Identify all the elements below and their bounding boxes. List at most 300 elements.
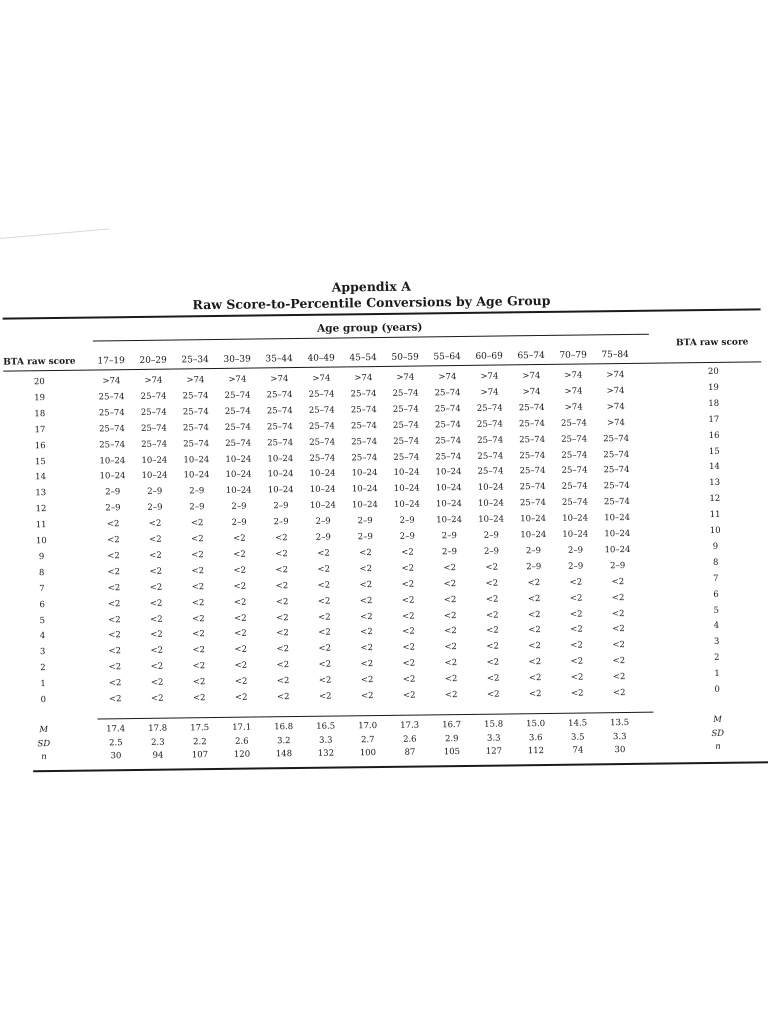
percentile-cell: <2: [612, 688, 626, 699]
percentile-cell: <2: [190, 518, 204, 529]
percentile-cell: <2: [192, 661, 206, 672]
percentile-cell: <2: [149, 614, 163, 625]
percentile-cell: 25–74: [519, 434, 546, 445]
percentile-cell: 25–74: [434, 403, 461, 415]
percentile-cell: >74: [354, 373, 373, 384]
percentile-cell: >74: [480, 371, 499, 382]
percentile-cell: <2: [149, 598, 163, 609]
percentile-cell: <2: [317, 548, 330, 559]
percentile-cell: <2: [108, 662, 122, 673]
percentile-cell: >74: [396, 372, 415, 383]
raw-score-label-right: 18: [708, 398, 720, 409]
percentile-cell: <2: [276, 676, 290, 687]
raw-score-label-right: 14: [709, 462, 720, 473]
percentile-cell: <2: [486, 689, 500, 700]
summary-stat-cell: 15.0: [526, 718, 546, 730]
percentile-cell: 25–74: [434, 419, 461, 431]
percentile-cell: 25–74: [182, 422, 209, 434]
percentile-cell: <2: [402, 626, 415, 638]
percentile-cell: 25–74: [560, 418, 587, 429]
summary-stat-cell: 3.3: [318, 735, 333, 746]
percentile-cell: <2: [486, 641, 500, 653]
percentile-cell: 25–74: [477, 466, 504, 478]
percentile-cell: 25–74: [98, 407, 125, 419]
raw-score-label-right: 6: [713, 589, 719, 600]
percentile-cell: <2: [612, 640, 625, 651]
raw-score-label: 19: [34, 392, 46, 404]
age-group-column-header: 20–29: [139, 355, 167, 366]
percentile-cell: 10–24: [225, 485, 252, 497]
summary-stat-cell: 74: [572, 745, 584, 756]
percentile-cell: <2: [359, 595, 373, 606]
age-group-column-header: 17–19: [97, 356, 125, 367]
summary-stat-cell: 17.0: [358, 721, 378, 732]
percentile-cell: <2: [192, 677, 206, 688]
percentile-cell: <2: [148, 518, 162, 529]
percentile-cell: <2: [612, 624, 625, 635]
percentile-cell: <2: [234, 660, 248, 671]
percentile-cell: <2: [360, 675, 374, 686]
raw-score-label-right: 5: [713, 605, 720, 616]
percentile-cell: 25–74: [392, 388, 419, 399]
percentile-cell: 25–74: [477, 450, 504, 462]
percentile-cell: 25–74: [266, 405, 293, 417]
percentile-cell: <2: [149, 534, 162, 545]
percentile-cell: 25–74: [603, 449, 630, 460]
summary-stat-cell: 3.5: [570, 732, 585, 743]
percentile-cell: 25–74: [140, 391, 167, 402]
percentile-cell: >74: [312, 373, 331, 384]
percentile-cell: 25–74: [392, 420, 419, 431]
percentile-cell: 25–74: [140, 407, 167, 418]
percentile-cell: 25–74: [308, 389, 335, 400]
percentile-cell: <2: [275, 596, 289, 607]
percentile-cell: <2: [107, 614, 121, 625]
percentile-cell: 10–24: [183, 470, 210, 481]
summary-stat-cell: 17.1: [232, 722, 252, 733]
raw-score-label-right: 8: [712, 557, 719, 568]
percentile-cell: <2: [107, 535, 120, 546]
summary-stat-cell: 100: [359, 748, 377, 759]
age-group-column-header: 60–69: [475, 351, 503, 362]
percentile-cell: <2: [106, 519, 120, 530]
percentile-cell: 2–9: [441, 546, 458, 558]
percentile-cell: 10–24: [435, 467, 462, 478]
percentile-cell: 2–9: [357, 516, 373, 527]
percentile-cell: <2: [528, 641, 542, 652]
percentile-cell: 25–74: [266, 389, 293, 401]
percentile-cell: 10–24: [309, 468, 336, 480]
percentile-cell: 25–74: [603, 481, 630, 492]
percentile-cell: <2: [192, 693, 206, 704]
percentile-cell: <2: [360, 627, 373, 638]
percentile-cell: 2–9: [189, 486, 205, 497]
percentile-cell: 2–9: [399, 515, 415, 526]
percentile-cell: <2: [234, 692, 248, 703]
summary-stat-label: SD: [37, 738, 51, 749]
percentile-cell: 25–74: [476, 419, 503, 430]
raw-score-label: 5: [39, 615, 46, 626]
percentile-cell: 10–24: [435, 499, 462, 510]
percentile-cell: 25–74: [476, 403, 503, 414]
percentile-cell: <2: [611, 592, 625, 603]
percentile-cell: 25–74: [350, 404, 377, 416]
percentile-cell: <2: [486, 657, 500, 668]
percentile-cell: <2: [569, 593, 583, 604]
percentile-cell: 10–24: [520, 529, 547, 541]
percentile-cell: 25–74: [393, 436, 420, 447]
percentile-cell: <2: [444, 642, 458, 653]
percentile-cell: <2: [485, 594, 499, 605]
table-title: Raw Score-to-Percentile Conversions by Age Group: [192, 292, 551, 313]
percentile-cell: <2: [233, 613, 247, 624]
percentile-cell: <2: [570, 624, 583, 636]
percentile-cell: 25–74: [225, 438, 252, 449]
summary-stat-cell: 127: [485, 746, 503, 757]
percentile-cell: <2: [486, 673, 500, 684]
raw-score-label-right: 12: [709, 494, 721, 505]
raw-score-label-right: 10: [709, 525, 721, 536]
percentile-cell: 25–74: [141, 439, 168, 450]
age-group-header: Age group (years): [317, 321, 423, 335]
raw-score-label: 17: [34, 424, 46, 435]
age-group-column-header: 30–39: [223, 354, 251, 365]
raw-score-label-right: 19: [708, 382, 719, 393]
age-group-rule: [93, 334, 649, 342]
percentile-cell: 10–24: [604, 528, 631, 540]
appendix-table-document: [0, 275, 765, 763]
percentile-cell: 25–74: [393, 452, 420, 463]
scan-edge-line: [0, 228, 110, 239]
percentile-cell: <2: [149, 550, 162, 561]
summary-stat-label: n: [41, 752, 47, 763]
percentile-cell: <2: [569, 609, 583, 620]
percentile-cell: 10–24: [267, 485, 294, 496]
percentile-cell: 2–9: [273, 501, 289, 512]
summary-stat-cell: 17.5: [190, 723, 210, 734]
percentile-cell: <2: [275, 612, 289, 623]
raw-score-label-right: 15: [708, 446, 720, 457]
percentile-cell: <2: [317, 612, 331, 623]
percentile-cell: >74: [564, 402, 583, 413]
percentile-cell: <2: [401, 611, 415, 622]
summary-stat-cell: 2.2: [192, 736, 207, 747]
appendix-title: Appendix A: [331, 278, 411, 295]
percentile-cell: 2–9: [441, 531, 457, 542]
percentile-cell: <2: [318, 659, 332, 670]
percentile-cell: <2: [276, 628, 289, 639]
summary-stat-cell: 16.8: [274, 722, 294, 733]
percentile-cell: 10–24: [141, 470, 168, 482]
raw-score-label-right: 16: [708, 430, 720, 441]
raw-score-label: 14: [35, 472, 47, 483]
percentile-cell: 25–74: [519, 482, 546, 493]
percentile-cell: >74: [102, 376, 121, 387]
percentile-cell: <2: [234, 629, 247, 640]
percentile-cell: 25–74: [140, 423, 167, 434]
percentile-cell: >74: [438, 372, 457, 383]
percentile-cell: <2: [192, 629, 205, 640]
percentile-cell: <2: [570, 656, 584, 667]
percentile-cell: 25–74: [351, 436, 378, 447]
summary-stat-cell: 112: [527, 746, 545, 757]
percentile-cell: <2: [402, 690, 416, 701]
percentile-cell: <2: [191, 597, 205, 608]
percentile-cell: <2: [191, 534, 204, 545]
percentile-cell: >74: [270, 374, 289, 385]
percentile-cell: <2: [611, 608, 625, 619]
percentile-cell: 25–74: [392, 404, 419, 415]
percentile-cell: 10–24: [562, 513, 589, 524]
percentile-cell: <2: [107, 551, 120, 562]
percentile-cell: >74: [606, 401, 625, 413]
raw-score-label: 20: [33, 377, 45, 388]
percentile-cell: 10–24: [604, 513, 631, 524]
percentile-cell: 25–74: [98, 423, 125, 435]
summary-stat-cell: 2.7: [360, 734, 375, 745]
percentile-cell: <2: [149, 566, 163, 577]
summary-stat-cell: 3.3: [486, 733, 501, 744]
percentile-cell: <2: [359, 611, 373, 622]
percentile-cell: <2: [276, 660, 290, 671]
percentile-cell: <2: [275, 533, 288, 544]
percentile-cell: 10–24: [99, 455, 126, 466]
age-group-column-header: 40–49: [307, 353, 335, 364]
percentile-cell: 25–74: [224, 422, 251, 433]
percentile-cell: <2: [233, 597, 247, 608]
raw-score-label: 9: [38, 551, 45, 563]
percentile-cell: 25–74: [183, 438, 210, 449]
percentile-cell: 10–24: [478, 514, 505, 525]
percentile-cell: <2: [191, 581, 205, 592]
raw-score-label: 6: [39, 599, 45, 610]
percentile-cell: 25–74: [561, 465, 588, 477]
raw-score-label-right: 4: [713, 621, 720, 632]
age-group-column-header: 50–59: [391, 352, 419, 363]
percentile-cell: <2: [359, 563, 373, 575]
percentile-cell: >74: [522, 386, 541, 398]
percentile-cell: <2: [108, 646, 122, 657]
percentile-cell: <2: [527, 609, 541, 620]
percentile-cell: <2: [401, 579, 415, 590]
percentile-cell: <2: [401, 595, 415, 606]
raw-score-label: 15: [34, 456, 46, 467]
percentile-cell: <2: [359, 547, 372, 559]
raw-score-label: 16: [34, 440, 46, 451]
age-group-column-header: 25–34: [181, 355, 209, 366]
summary-stat-cell: 87: [404, 747, 416, 758]
percentile-cell: <2: [443, 594, 457, 605]
percentile-cell: <2: [234, 644, 248, 656]
percentile-cell: >74: [144, 375, 163, 386]
percentile-cell: <2: [528, 673, 542, 684]
summary-stat-cell: 30: [110, 751, 122, 762]
percentile-cell: <2: [149, 582, 163, 593]
percentile-cell: 10–24: [351, 484, 378, 495]
percentile-cell: <2: [317, 596, 331, 607]
percentile-cell: <2: [318, 643, 332, 655]
right-stub-header: BTA raw score: [675, 337, 749, 349]
percentile-cell: 2–9: [315, 532, 331, 543]
percentile-cell: 25–74: [561, 497, 588, 508]
percentile-cell: <2: [233, 533, 246, 544]
percentile-cell: <2: [108, 630, 121, 641]
percentile-cell: <2: [527, 593, 541, 604]
percentile-cell: 2–9: [525, 545, 542, 557]
percentile-cell: 10–24: [309, 500, 336, 512]
summary-stat-cell: 3.3: [612, 731, 627, 742]
percentile-cell: 2–9: [315, 516, 331, 527]
percentile-cell: 25–74: [350, 420, 377, 432]
percentile-cell: <2: [443, 562, 457, 574]
percentile-cell: >74: [564, 370, 583, 381]
percentile-cell: >74: [606, 370, 625, 381]
summary-stat-cell: 2.6: [402, 734, 417, 745]
percentile-cell: 2–9: [147, 486, 163, 498]
percentile-cell: 10–24: [393, 483, 420, 495]
age-group-column-header: 35–44: [265, 354, 293, 365]
raw-score-label-right: 0: [714, 684, 720, 695]
raw-score-label: 7: [39, 583, 45, 594]
percentile-cell: 25–74: [561, 434, 588, 445]
percentile-cell: 25–74: [224, 406, 251, 417]
summary-stat-cell: 105: [443, 747, 461, 758]
percentile-cell: <2: [150, 661, 164, 673]
raw-score-label-right: 11: [709, 509, 721, 521]
percentile-cell: <2: [192, 645, 206, 656]
summary-stat-cell: 14.5: [568, 718, 588, 729]
percentile-cell: <2: [107, 566, 121, 578]
percentile-cell: 25–74: [350, 388, 377, 400]
percentile-cell: <2: [485, 562, 499, 573]
percentile-cell: <2: [443, 578, 457, 589]
percentile-cell: <2: [276, 692, 290, 703]
percentile-cell: <2: [401, 547, 414, 558]
percentile-cell: 10–24: [351, 500, 378, 511]
stub-header: BTA raw score: [3, 356, 76, 368]
percentile-cell: >74: [186, 375, 205, 386]
percentile-cell: 25–74: [351, 452, 378, 463]
percentile-cell: <2: [360, 659, 374, 670]
percentile-cell: <2: [108, 678, 122, 689]
raw-score-label: 10: [35, 536, 47, 547]
percentile-cell: <2: [360, 643, 374, 654]
percentile-cell: <2: [528, 657, 542, 668]
percentile-cell: 25–74: [561, 449, 588, 461]
raw-score-label-right: 20: [707, 366, 719, 377]
percentile-cell: >74: [564, 386, 583, 397]
summary-stat-cell: 2.9: [444, 733, 459, 744]
percentile-cell: >74: [228, 374, 247, 385]
percentile-cell: <2: [570, 688, 584, 699]
percentile-cell: 25–74: [518, 418, 545, 429]
age-group-column-header: 65–74: [517, 350, 545, 362]
percentile-cell: <2: [570, 672, 584, 683]
percentile-cell: 25–74: [603, 497, 630, 508]
raw-score-label: 11: [35, 520, 47, 531]
percentile-cell: 25–74: [182, 406, 209, 418]
percentile-cell: 2–9: [610, 560, 626, 571]
percentile-cell: 10–24: [225, 454, 252, 465]
percentile-cell: <2: [402, 658, 416, 669]
percentile-cell: <2: [191, 613, 205, 624]
percentile-cell: 2–9: [357, 532, 373, 543]
percentile-cell: 25–74: [182, 390, 209, 402]
percentile-cell: <2: [485, 578, 499, 589]
percentile-cell: <2: [360, 691, 374, 702]
percentile-cell: 25–74: [603, 433, 630, 444]
summary-stat-cell: 16.7: [442, 720, 462, 731]
percentile-cell: <2: [107, 598, 121, 609]
bottom-rule: [33, 761, 768, 772]
raw-score-label-right: 17: [708, 414, 720, 425]
percentile-cell: >74: [606, 417, 625, 428]
percentile-cell: 2–9: [483, 546, 500, 557]
percentile-cell: >74: [480, 387, 499, 398]
summary-stat-cell: 2.3: [150, 737, 165, 748]
raw-score-label: 18: [34, 408, 46, 420]
summary-stat-cell: 94: [152, 750, 164, 761]
percentile-cell: 2–9: [189, 502, 205, 513]
percentile-cell: <2: [444, 690, 458, 701]
raw-score-label: 1: [40, 679, 46, 690]
summary-stat-cell: 2.5: [108, 737, 123, 748]
percentile-cell: <2: [107, 582, 121, 594]
percentile-cell: <2: [444, 626, 457, 637]
raw-score-label-right: 13: [709, 478, 721, 489]
percentile-cell: 25–74: [518, 402, 545, 414]
raw-score-label: 12: [35, 504, 47, 515]
percentile-cell: 2–9: [231, 501, 247, 513]
age-group-column-header: 55–64: [433, 352, 461, 363]
percentile-cell: <2: [611, 576, 625, 587]
percentile-cell: 25–74: [519, 450, 546, 461]
percentile-cell: <2: [275, 580, 289, 591]
percentile-cell: <2: [569, 577, 583, 588]
percentile-cell: <2: [233, 549, 246, 560]
summary-stat-cell: 30: [614, 745, 626, 756]
raw-score-label: 4: [39, 631, 46, 642]
percentile-cell: 2–9: [399, 531, 415, 542]
percentile-cell: 2–9: [105, 503, 121, 514]
percentile-cell: <2: [528, 625, 541, 636]
summary-stat-label-right: M: [713, 714, 723, 725]
percentile-cell: 10–24: [141, 455, 168, 466]
summary-stat-cell: 132: [317, 748, 335, 759]
percentile-cell: <2: [612, 656, 626, 667]
summary-stat-cell: 17.4: [106, 724, 126, 735]
percentile-cell: 25–74: [603, 465, 630, 476]
percentile-cell: 10–24: [436, 515, 463, 526]
percentile-cell: <2: [108, 694, 122, 705]
percentile-cell: 10–24: [604, 544, 631, 556]
raw-score-label: 2: [40, 663, 46, 674]
percentile-cell: 25–74: [435, 435, 462, 446]
summary-stat-cell: 2.6: [234, 736, 249, 747]
raw-score-label: 3: [39, 647, 46, 658]
percentile-cell: 10–24: [267, 469, 294, 480]
percentile-cell: 25–74: [519, 498, 546, 509]
percentile-cell: <2: [276, 644, 290, 655]
percentile-cell: 25–74: [309, 437, 336, 448]
age-group-column-header: 45–54: [349, 353, 377, 364]
summary-stat-label: M: [39, 725, 49, 736]
summary-stat-cell: 15.8: [484, 719, 504, 730]
percentile-cell: 2–9: [483, 530, 499, 541]
percentile-cell: <2: [150, 645, 164, 657]
percentile-cell: <2: [233, 565, 247, 576]
percentile-cell: <2: [359, 579, 373, 590]
